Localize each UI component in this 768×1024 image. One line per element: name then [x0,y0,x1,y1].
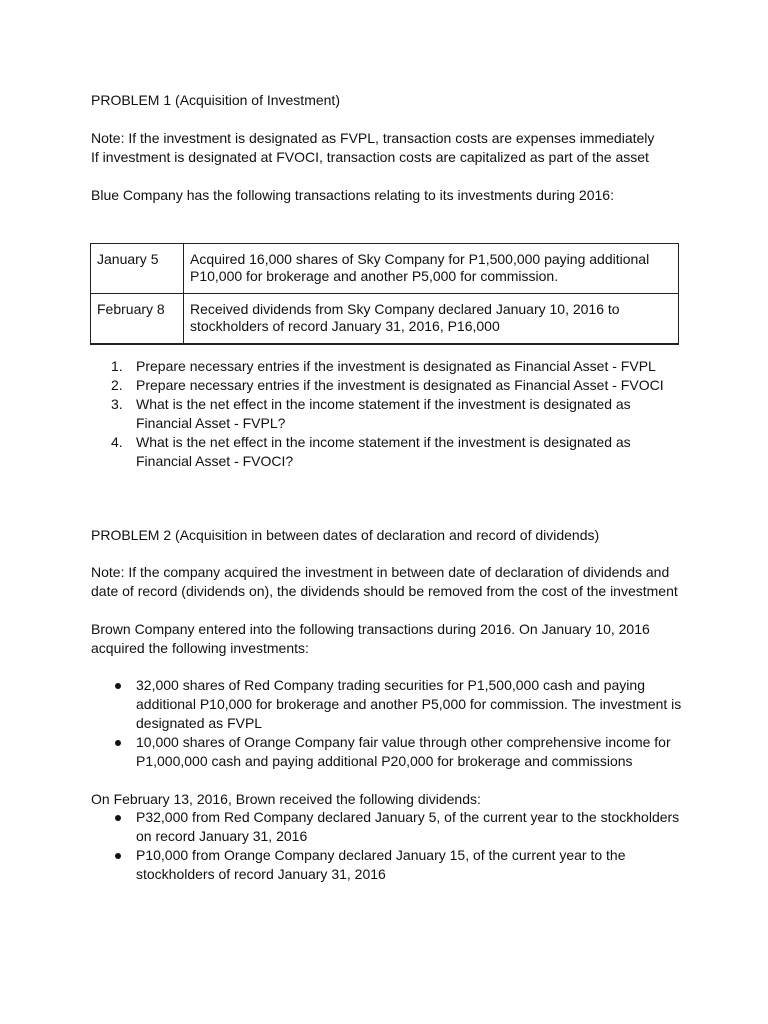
table-row [91,294,679,345]
question-text: Prepare necessary entries if the investment is designated as Financial Asset - FVOCI [136,377,664,393]
question-number: 2. [111,377,123,393]
question-text: What is the net effect in the income statement if the investment is designated as Financial Asset - FVOCI? [136,434,631,469]
problem1-intro: Blue Company has the following transactions relating to its investments during 2016: [91,187,614,203]
problem2-title: PROBLEM 2 (Acquisition in between dates of declaration and record of dividends) [91,527,600,543]
list-item: 32,000 shares of Red Company trading securities for P1,500,000 cash and paying additional P10,000 for brokerage and another P5,000 for commission. The investment is designated as FVPL [113,676,683,733]
transaction-description: Received dividends from Sky Company declared January 10, 2016 to stockholders of record January 31, 2016, P16,000 [184,294,679,345]
question-number: 1. [111,358,123,374]
table-row [91,244,679,294]
list-item: P10,000 from Orange Company declared January 15, of the current year to the stockholders of record January 31, 2016 [113,846,683,884]
list-item: P32,000 from Red Company declared January 5, of the current year to the stockholders on record January 31, 2016 [113,808,683,846]
problem1-note-line2: If investment is designated at FVOCI, transaction costs are capitalized as part of the asset [91,149,649,165]
transaction-description: Acquired 16,000 shares of Sky Company for P1,500,000 paying additional P10,000 for brokerage and another P5,000 for commission. [184,244,679,294]
question-number: 4. [111,434,123,450]
question-text: What is the net effect in the income statement if the investment is designated as Financial Asset - FVPL? [136,396,631,431]
problem2-dividends-intro: On February 13, 2016, Brown received the following dividends: [91,791,481,807]
list-item [111,376,671,395]
problem1-questions [111,357,671,471]
question-text: Prepare necessary entries if the investment is designated as Financial Asset - FVPL [136,358,656,374]
list-item [111,357,671,376]
list-item [111,433,671,471]
problem1-note-line1: Note: If the investment is designated as FVPL, transaction costs are expenses immediately [91,130,655,146]
transactions-table [90,243,679,345]
problem1-title: PROBLEM 1 (Acquisition of Investment) [91,92,340,108]
problem2-dividends [113,808,683,884]
transaction-date: February 8 [91,294,184,345]
list-item: 10,000 shares of Orange Company fair value through other comprehensive income for P1,000,000 cash and paying additional P20,000 for brokerage and commissions [113,733,683,771]
problem2-investments [113,676,683,771]
problem1-note [91,129,691,167]
problem2-note: Note: If the company acquired the investment in between date of declaration of dividends and date of record (dividends on), the dividends should be removed from the cost of the investment [91,564,678,599]
list-item [111,395,671,433]
transaction-date: January 5 [91,244,184,294]
question-number: 3. [111,396,123,412]
problem2-intro: Brown Company entered into the following transactions during 2016. On January 10, 2016 acquired the following investments: [91,621,650,656]
